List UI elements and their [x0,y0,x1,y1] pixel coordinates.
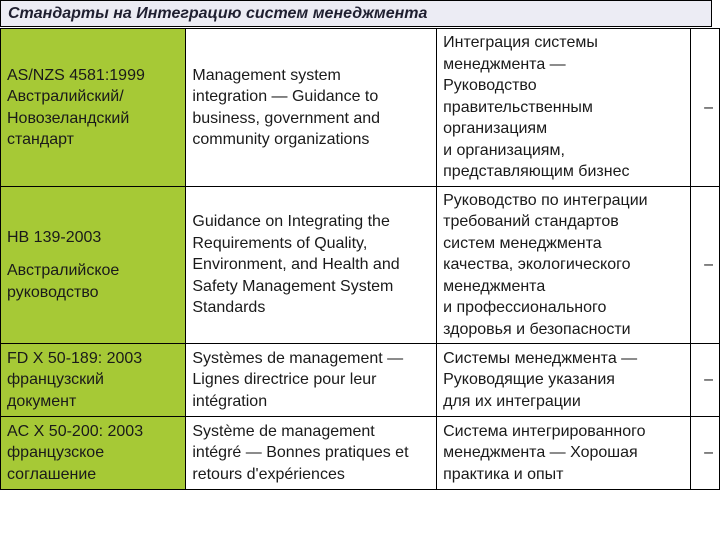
english-title-cell [186,417,437,490]
standard-code-cell [1,417,186,490]
russian-title-cell [437,417,691,490]
standard-code-cell [1,29,186,187]
cell-text: и организациям, [443,141,565,159]
table-row [1,187,720,344]
cell-text: Руководство по интеграции [443,191,648,209]
cell-text: AS/NZS 4581:1999 [7,66,145,84]
extra-column-cell: – [691,417,720,490]
table-row [1,29,720,187]
standard-code-cell [1,344,186,417]
cell-text: intégré — Bonnes pratiques et [192,444,409,462]
table-row [1,417,720,490]
cell-text: менеджмента [443,277,546,295]
cell-text: для их интеграции [443,392,581,410]
extra-column-cell: – [691,29,720,187]
cell-text: Lignes directrice pour leur [192,371,377,389]
english-title-cell [186,187,437,344]
standards-table [0,28,720,490]
cell-text: Системы менеджмента — [443,349,638,367]
cell-text: Система интегрированного [443,422,646,440]
cell-text: retours d'expériences [192,465,345,483]
extra-column-cell: – [691,344,720,417]
cell-text: практика и опыт [443,465,564,483]
cell-text: Management system [192,66,341,84]
cell-text: здоровья и безопасности [443,320,631,338]
cell-text: и профессионального [443,299,607,317]
cell-text: менеджмента — Хорошая [443,444,638,462]
cell-text: организациям [443,120,548,138]
english-title-cell [186,344,437,417]
cell-text: Safety Management System [192,277,394,295]
russian-title-cell [437,344,691,417]
cell-text: требований стандартов [443,213,619,231]
cell-text: intégration [192,392,268,410]
cell-text: AC X 50-200: 2003 [7,422,144,440]
standard-code-cell [1,187,186,344]
cell-text: стандарт [7,131,74,148]
cell-text: французское [7,444,105,462]
cell-text: integration — Guidance to [192,88,379,105]
cell-text: Standards [192,299,266,317]
cell-text: качества, экологического [443,256,631,274]
title-bar [0,0,712,27]
cell-text: представляющим бизнес [443,163,630,181]
cell-text: Système de management [192,422,375,440]
cell-text: Руководящие указания [443,371,615,389]
cell-text: французский [7,371,104,389]
cell-text: соглашение [7,465,97,483]
russian-title-cell [437,187,691,344]
cell-text: Австралийское [7,262,120,280]
cell-text: Австралийский/ [7,88,124,105]
cell-text: документ [7,392,77,410]
cell-text: HB 139-2003 [7,228,102,246]
cell-text: Environment, and Health and [192,256,400,274]
line-gap [7,248,179,260]
cell-text: систем менеджмента [443,234,602,252]
cell-text: Новозеландский [7,109,130,127]
english-title-cell [186,29,437,187]
cell-text: правительственным [443,98,593,116]
russian-title-cell [437,29,691,187]
cell-text: community organizations [192,131,370,148]
table-row [1,344,720,417]
page-title: Стандарты на Интеграцию систем менеджмента [8,5,428,22]
extra-column-cell: – [691,187,720,344]
cell-text: FD X 50-189: 2003 [7,349,143,367]
cell-text: Руководство [443,77,537,95]
cell-text: руководство [7,283,99,301]
cell-text: Systèmes de management — [192,349,404,367]
cell-text: Guidance on Integrating the [192,213,390,231]
cell-text: Интеграция системы [443,34,598,52]
cell-text: business, government and [192,109,381,127]
cell-text: менеджмента — [443,55,566,73]
cell-text: Requirements of Quality, [192,234,368,252]
